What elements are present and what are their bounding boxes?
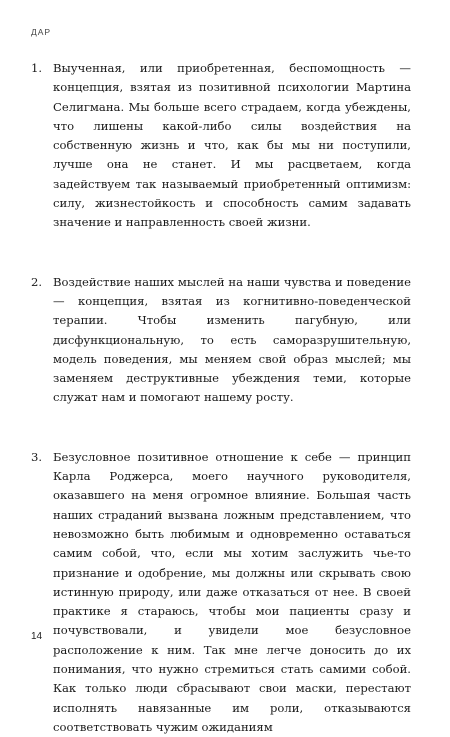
running-head: ДАР [31, 27, 52, 37]
numbered-list [31, 59, 411, 737]
list-item-number: 3. [31, 449, 43, 464]
list-item [31, 59, 411, 233]
list-item-number: 2. [31, 274, 43, 289]
list-item-number: 1. [31, 61, 43, 75]
list-item-text: Воздействие наших мыслей на наши чувства и поведение — концепция, взятая из когнитивно-поведенческой терапии. Чтобы изменить пагубную, или дисфункциональную, то есть саморазрушительную, модель поведения, мы меняем свой образ мыслей; мы заменяем деструктивные убеждения теми, которые служат нам и помогают нашему росту. [53, 274, 411, 405]
list-item [31, 273, 411, 408]
list-item-text: Безусловное позитивное отношение к себе — принцип Карла Роджерса, моего научного руководителя, оказавшего на меня огромное влияние. Большая часть наших страданий вызвана ложным представлением, что невозможно быть любимым и одновременно оставаться самим собой, что, если мы хотим заслужить чье-то признание и одобрение, мы должны или скрывать свою истинную природу, или даже отказаться от нее. В своей практике я стараюсь, чтобы мои пациенты сразу и почувствовали, и увидели мое безусловное расположение к ним. Так мне легче доносить до их понимания, что нужно стремиться стать самими собой. Как только люди сбрасывают свои маски, перестают исполнять навязанные им роли, отказываются соответствовать чужим ожиданиям [53, 449, 411, 734]
page-number: 14 [31, 631, 43, 642]
list-item-text: Выученная, или приобретенная, беспомощность — концепция, взятая из позитивной психологии Мартина Селигмана. Мы больше всего страдаем, когда убеждены, что лишены какой-либо силы воздействия на собственную жизнь и что, как бы мы ни поступили, лучше она не станет. И мы расцветаем, когда задействуем так называемый приобретенный оптимизм: силу, жизнестойкость и способность самим задавать значение и направленность своей жизни. [53, 61, 411, 230]
list-item [31, 448, 411, 737]
